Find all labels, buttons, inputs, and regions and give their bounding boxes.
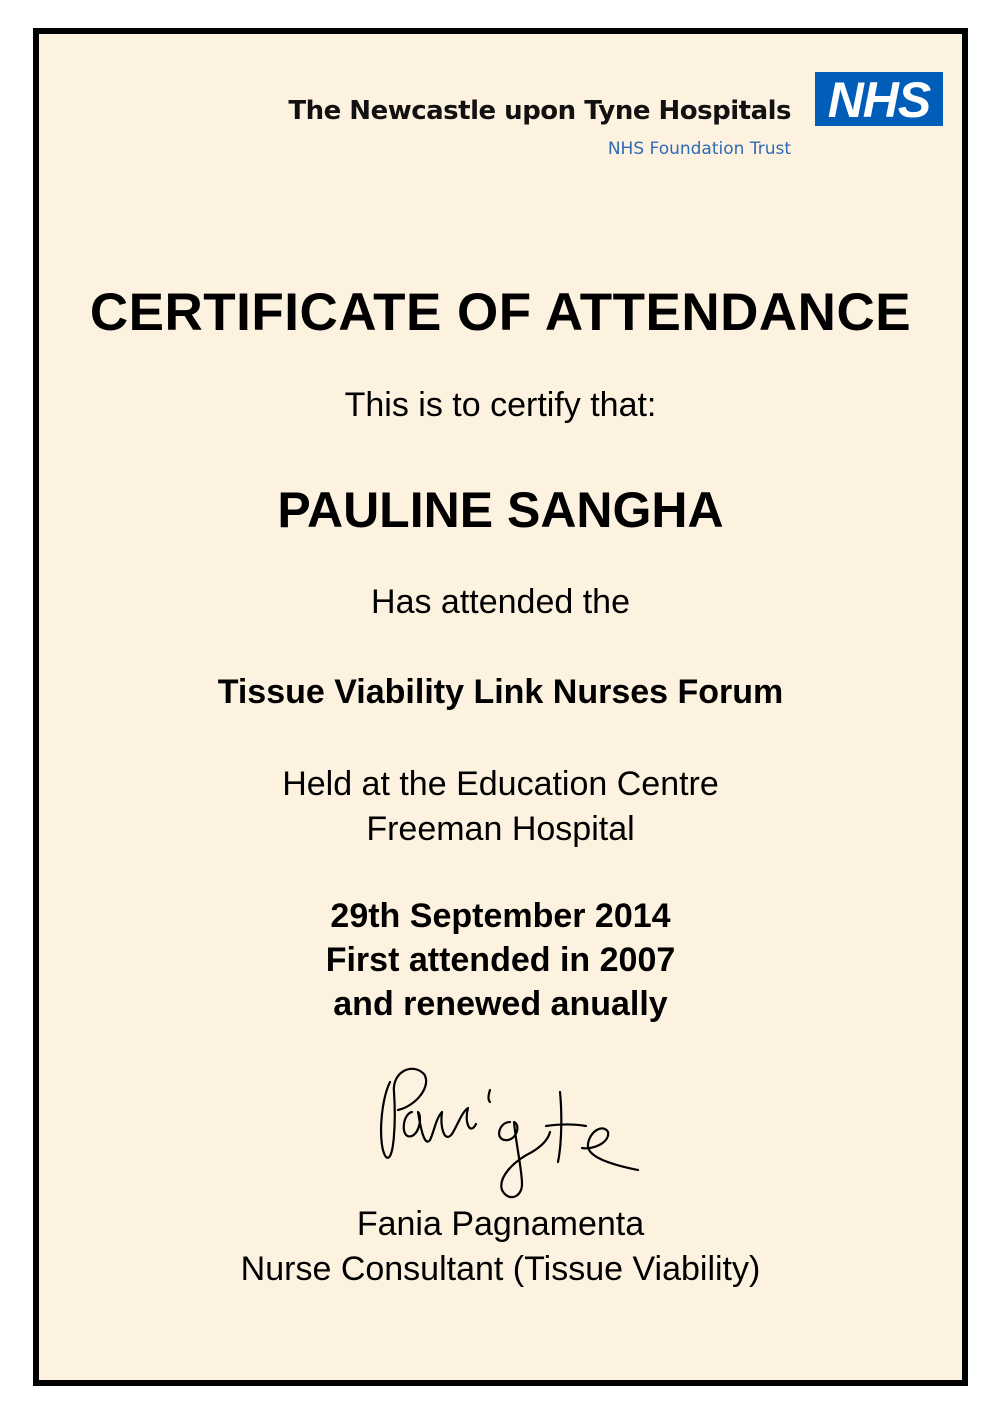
first-attended: First attended in 2007 [325, 941, 676, 979]
venue [39, 762, 962, 852]
event-name: Tissue Viability Link Nurses Forum [217, 673, 784, 711]
signatory [39, 1202, 962, 1292]
certify-intro: This is to certify that: [344, 386, 657, 424]
event-date: 29th September 2014 [330, 897, 671, 935]
venue-line-2: Freeman Hospital [366, 810, 635, 848]
certificate [33, 28, 968, 1386]
attended-text: Has attended the [371, 583, 630, 621]
trust-name: NHS Foundation Trust [607, 139, 791, 159]
signatory-name: Fania Pagnamenta [356, 1205, 645, 1243]
nhs-logo [815, 72, 943, 126]
nhs-logo-text: NHS [827, 72, 931, 126]
signature [372, 1052, 652, 1202]
organisation-header [39, 34, 962, 174]
certificate-title: CERTIFICATE OF ATTENDANCE [89, 283, 912, 342]
recipient-name: PAULINE SANGHA [277, 482, 724, 538]
venue-line-1: Held at the Education Centre [282, 765, 719, 803]
renewal-note: and renewed anually [333, 985, 668, 1023]
signatory-role: Nurse Consultant (Tissue Viability) [240, 1250, 761, 1288]
organisation-name: The Newcastle upon Tyne Hospitals [288, 96, 791, 126]
attendance-dates [39, 894, 962, 1026]
